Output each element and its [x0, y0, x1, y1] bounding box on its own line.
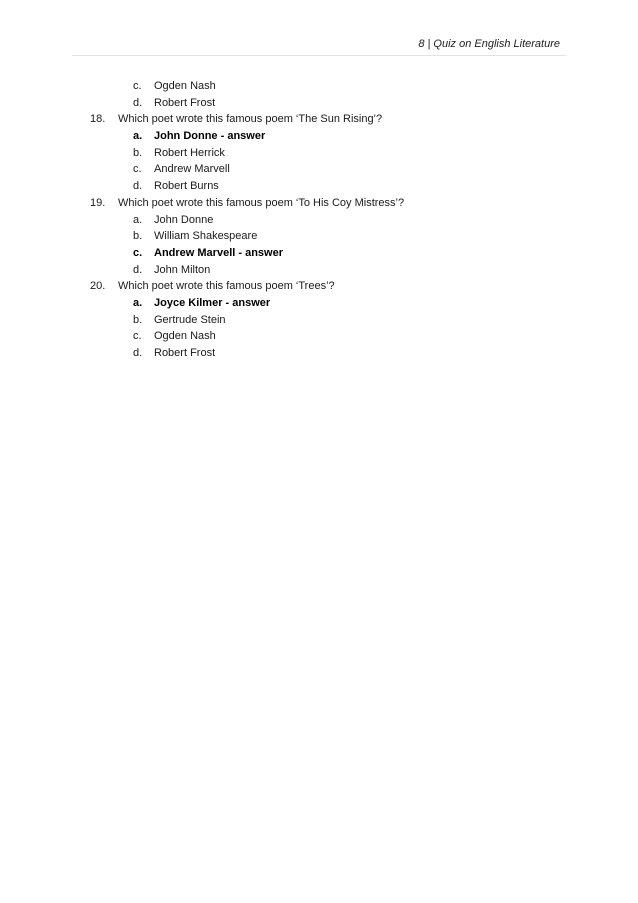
question-number: 19. — [90, 196, 106, 209]
option-text: Ogden Nash — [154, 80, 216, 92]
option-text: John Milton — [154, 263, 211, 276]
option-letter: a. — [133, 130, 143, 143]
option-letter: c. — [133, 80, 142, 92]
option-text: John Donne - answer — [154, 130, 266, 143]
answer-choice — [90, 345, 570, 362]
header-divider — [72, 55, 566, 56]
question-number: 20. — [90, 280, 106, 293]
answer-choice — [90, 95, 570, 112]
answer-choice — [90, 78, 570, 95]
option-letter: d. — [133, 263, 143, 276]
option-text: Robert Frost — [154, 347, 216, 359]
option-text: Robert Burns — [154, 180, 219, 193]
option-letter: c. — [133, 163, 142, 176]
option-letter: b. — [133, 146, 143, 159]
question-line — [90, 111, 570, 128]
option-text: Joyce Kilmer - answer — [154, 296, 271, 309]
question-text: Which poet wrote this famous poem ‘To His Coy Mistress’? — [118, 196, 405, 209]
option-text: William Shakespeare — [154, 230, 258, 243]
question-text: Which poet wrote this famous poem ‘The Sun Rising’? — [118, 113, 383, 126]
option-letter: c. — [133, 246, 143, 259]
option-letter: a. — [133, 296, 143, 309]
answer-option — [90, 245, 570, 262]
answer-option — [90, 128, 570, 145]
option-text: Ogden Nash — [154, 330, 216, 343]
option-letter: d. — [133, 347, 143, 359]
question-text: Which poet wrote this famous poem ‘Trees’? — [118, 280, 335, 293]
option-text: Robert Herrick — [154, 146, 225, 159]
option-text: John Donne — [154, 213, 214, 226]
answer-choice — [90, 262, 570, 279]
answer-choice — [90, 212, 570, 229]
question-number: 18. — [90, 113, 106, 126]
option-letter: d. — [133, 180, 143, 193]
answer-choice — [90, 228, 570, 245]
option-text: Gertrude Stein — [154, 313, 226, 326]
option-letter: d. — [133, 96, 143, 109]
answer-option — [90, 295, 570, 312]
option-letter: b. — [133, 230, 143, 243]
option-text: Robert Frost — [154, 96, 216, 109]
page-header: 8 | Quiz on English Literature — [418, 38, 560, 50]
option-letter: c. — [133, 330, 142, 343]
option-text: Andrew Marvell - answer — [154, 246, 283, 259]
option-text: Andrew Marvell — [154, 163, 230, 176]
option-letter: b. — [133, 313, 143, 326]
option-letter: a. — [133, 213, 143, 226]
answer-choice — [90, 312, 570, 329]
quiz-content — [90, 78, 570, 362]
question-line — [90, 278, 570, 295]
answer-choice — [90, 161, 570, 178]
answer-choice — [90, 328, 570, 345]
answer-choice — [90, 178, 570, 195]
answer-choice — [90, 145, 570, 162]
question-line — [90, 195, 570, 212]
